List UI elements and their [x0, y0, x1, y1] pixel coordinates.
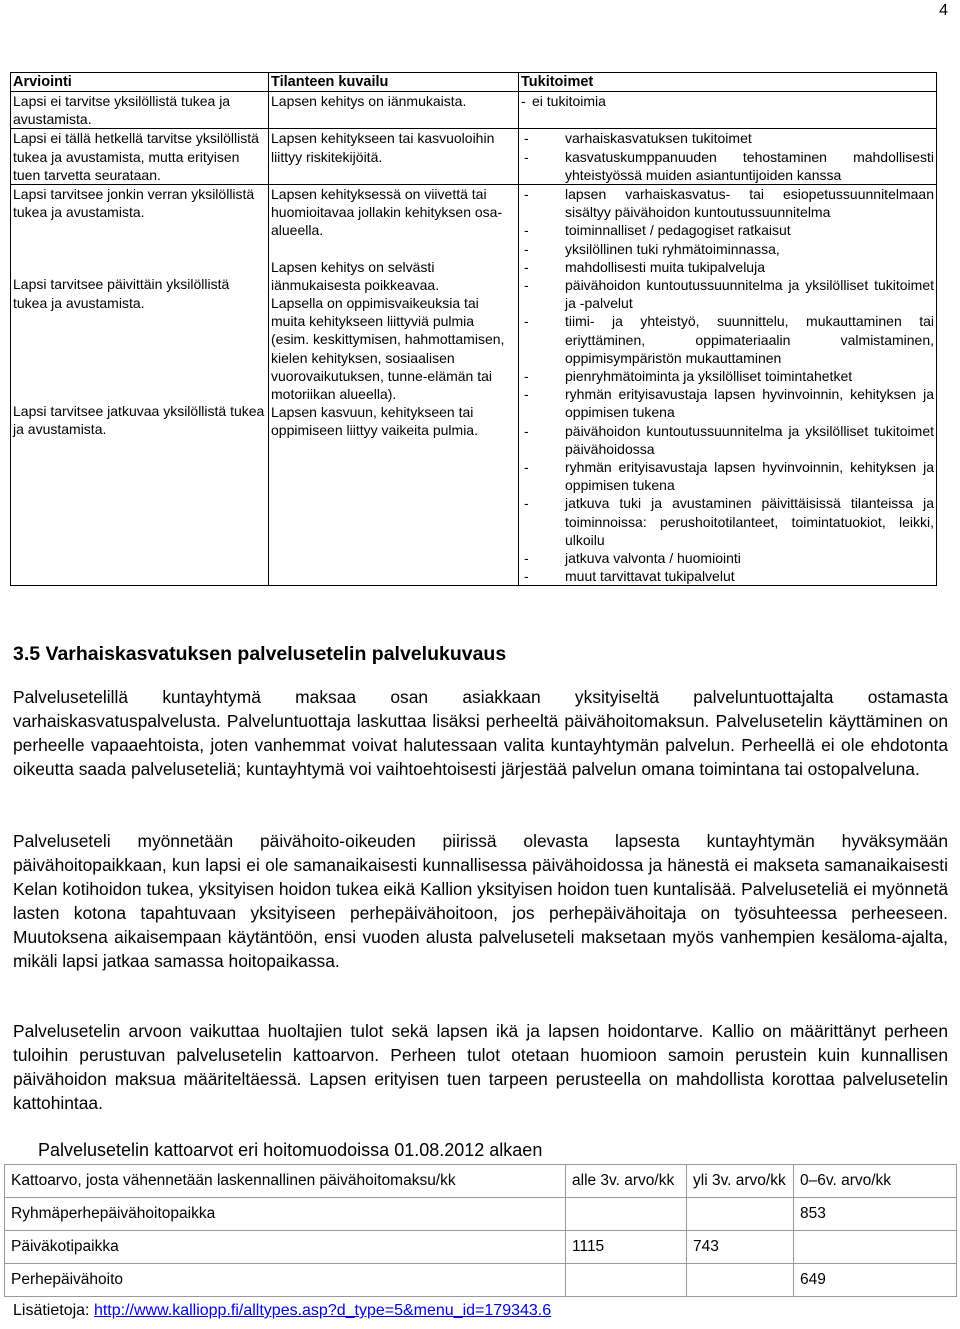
header-supports: Tukitoimet: [519, 73, 937, 92]
description-text: Lapsen kehitys on selvästi iänmukaisesta poikkeavaa.: [271, 258, 440, 293]
body-paragraph: Palvelusetelillä kuntayhtymä maksaa osan asiakkaan yksityiseltä palveluntuottajalta ostamasta varhaiskasvatuspalvelusta. Palveluntuottaja laskuttaa lisäksi perheeltä päivähoitomaksun. Palvelusetelin käyttäminen on perheelle vapaaehtoista, joten vanhemmat voivat halutessaan valita kuntayhtymän palvelun. Perheellä ei ole ehdotonta oikeutta saada palveluseteliä; kuntayhtymä voi vaihtoehtoisesti järjestää palvelun omana toimintana tai ostopalveluna.: [13, 687, 948, 779]
assessment-cell: Lapsi ei tarvitse yksilöllistä tukea ja avustamista.: [11, 92, 269, 129]
table-row: [5, 1231, 957, 1264]
header-cell: Kattoarvo, josta vähennetään laskennallinen päivähoitomaksu/kk: [5, 1165, 566, 1198]
page-number: 4: [939, 2, 948, 19]
support-item: - lapsen varhaiskasvatus- tai esiopetussuunnitelmaan sisältyy päivähoidon kuntoutussuunnitelma: [521, 185, 934, 221]
support-item: - muut tarvittavat tukipalvelut: [521, 567, 934, 585]
description-text: Lapsella on oppimisvaikeuksia tai muita kehitykseen liittyviä pulmia (esim. keskittymisen, hahmottamisen, kielen kehityksen, sosiaalisen vuorovaikutuksen, tunne-elämän tai motoriikan alueella).: [271, 295, 505, 403]
supports-cell: [519, 129, 937, 185]
support-item: - mahdollisesti muita tukipalveluja: [521, 258, 934, 276]
more-info-label: Lisätietoja:: [13, 1302, 94, 1319]
supports-cell: [519, 185, 937, 586]
support-item: - jatkuva valvonta / huomiointi: [521, 549, 934, 567]
assessment-table-header: [11, 73, 937, 92]
table-row: [11, 92, 937, 129]
section-heading: 3.5 Varhaiskasvatuksen palvelusetelin palvelukuvaus: [13, 643, 507, 665]
table-row: [5, 1198, 957, 1231]
assessment-text: Lapsi tarvitsee päivittäin yksilöllistä tukea ja avustamista.: [13, 276, 230, 311]
value-cell: 853: [794, 1198, 957, 1231]
description-text: Lapsen kehityksessä on viivettä tai huomioitavaa jollakin kehityksen osa-alueella.: [271, 186, 503, 239]
assessment-cell: Lapsi ei tällä hetkellä tarvitse yksilöllistä tukea ja avustamista, mutta erityisen tuen tarvetta seurataan.: [11, 129, 269, 185]
value-cell: 1115: [566, 1231, 687, 1264]
support-item: - päivähoidon kuntoutussuunnitelma ja yksilölliset tukitoimet päivähoidossa: [521, 422, 934, 458]
care-type-cell: Ryhmäperhepäivähoitopaikka: [5, 1198, 566, 1231]
header-cell: alle 3v. arvo/kk: [566, 1165, 687, 1198]
header-assessment: Arviointi: [11, 73, 269, 92]
support-item: - pienryhmätoiminta ja yksilölliset toimintahetket: [521, 367, 934, 385]
value-cell: 649: [794, 1264, 957, 1297]
value-cell: [566, 1264, 687, 1297]
assessment-text: Lapsi tarvitsee jatkuvaa yksilöllistä tukea ja avustamista.: [13, 402, 265, 438]
support-item: - yksilöllinen tuki ryhmätoiminnassa,: [521, 240, 934, 258]
value-cell: [794, 1231, 957, 1264]
assessment-cell: [11, 185, 269, 586]
support-item: - kasvatuskumppanuuden tehostaminen mahdollisesti yhteistyössä muiden asiantuntijoiden kanssa: [521, 148, 934, 184]
body-paragraph: Palveluseteli myönnetään päivähoito-oikeuden piirissä olevasta lapsesta kuntayhtymän hyväksymään päivähoitopaikkaan, kun lapsi ei ole samanaikaisesti kunnallisessa päivähoidossa ja hänestä ei makseta samanaikaisesti Kelan kotihoidon tukea, yksityisen hoidon tukea eikä Kallion yksityisen hoidon tuen kuntalisää. Palveluseteliä ei myönnetä lasten kotona tapahtuvaan yksityiseen perhepäivähoitoon, jos perhepäivähoitaja on työsuhteessa perheeseen. Muutoksena aikaisempaan käytäntöön, ensi vuoden alusta palveluseteli maksetaan myös vanhempien kesäloma-ajalta, mikäli lapsi jatkaa samassa hoitopaikassa.: [13, 831, 948, 971]
body-paragraph: Palvelusetelin arvoon vaikuttaa huoltajien tulot sekä lapsen ikä ja lapsen hoidontarve. Kallio on määrittänyt perheen tuloihin perustuvan palvelusetelin kattoarvon. Perheen tulot otetaan huomioon samoin perustein kuin kunnallisen päivähoidon maksua määriteltäessä. Lapsen erityisen tuen tarpeen perusteella on mahdollista korottaa palvelusetelin kattohintaa.: [13, 1021, 948, 1113]
value-cell: [687, 1198, 794, 1231]
voucher-table-header: [5, 1165, 957, 1198]
more-info: [13, 1302, 551, 1320]
support-item: - ei tukitoimia: [518, 92, 934, 110]
description-cell: [269, 185, 519, 586]
assessment-text: Lapsi tarvitsee jonkin verran yksilöllistä tukea ja avustamista.: [13, 186, 255, 221]
care-type-cell: Perhepäivähoito: [5, 1264, 566, 1297]
header-cell: 0–6v. arvo/kk: [794, 1165, 957, 1198]
assessment-table: [10, 72, 937, 586]
header-description: Tilanteen kuvailu: [269, 73, 519, 92]
support-item: - varhaiskasvatuksen tukitoimet: [521, 129, 934, 147]
voucher-table: [4, 1164, 957, 1297]
table-row: [5, 1264, 957, 1297]
care-type-cell: Päiväkotipaikka: [5, 1231, 566, 1264]
description-cell: Lapsen kehitys on iänmukaista.: [269, 92, 519, 129]
support-item: - tiimi- ja yhteistyö, suunnittelu, mukauttaminen tai eriyttäminen, oppimateriaalin valmistaminen, oppimisympäristön mukauttaminen: [521, 312, 934, 367]
value-cell: 743: [687, 1231, 794, 1264]
description-cell: Lapsen kehitykseen tai kasvuoloihin liittyy riskitekijöitä.: [269, 129, 519, 185]
value-cell: [687, 1264, 794, 1297]
support-item: - jatkuva tuki ja avustaminen päivittäisissä tilanteissa ja toiminnoissa: perushoitotilanteet, toimintatuokiot, leikki, ulkoilu: [521, 494, 934, 549]
table-row: [11, 185, 937, 586]
header-cell: yli 3v. arvo/kk: [687, 1165, 794, 1198]
support-item: - toiminnalliset / pedagogiset ratkaisut: [521, 221, 934, 239]
description-text: Lapsen kasvuun, kehitykseen tai oppimiseen liittyy vaikeita pulmia.: [271, 404, 478, 439]
table-row: [11, 129, 937, 185]
more-info-link[interactable]: http://www.kalliopp.fi/alltypes.asp?d_type=5&menu_id=179343.6: [93, 1302, 552, 1319]
support-item: - ryhmän erityisavustaja lapsen hyvinvoinnin, kehityksen ja oppimisen tukena: [521, 458, 934, 494]
voucher-table-caption: Palvelusetelin kattoarvot eri hoitomuodoissa 01.08.2012 alkaen: [38, 1140, 543, 1160]
supports-cell: [519, 92, 937, 129]
value-cell: [566, 1198, 687, 1231]
support-item: - ryhmän erityisavustaja lapsen hyvinvoinnin, kehityksen ja oppimisen tukena: [521, 385, 934, 421]
support-item: - päivähoidon kuntoutussuunnitelma ja yksilölliset tukitoimet ja -palvelut: [521, 276, 934, 312]
